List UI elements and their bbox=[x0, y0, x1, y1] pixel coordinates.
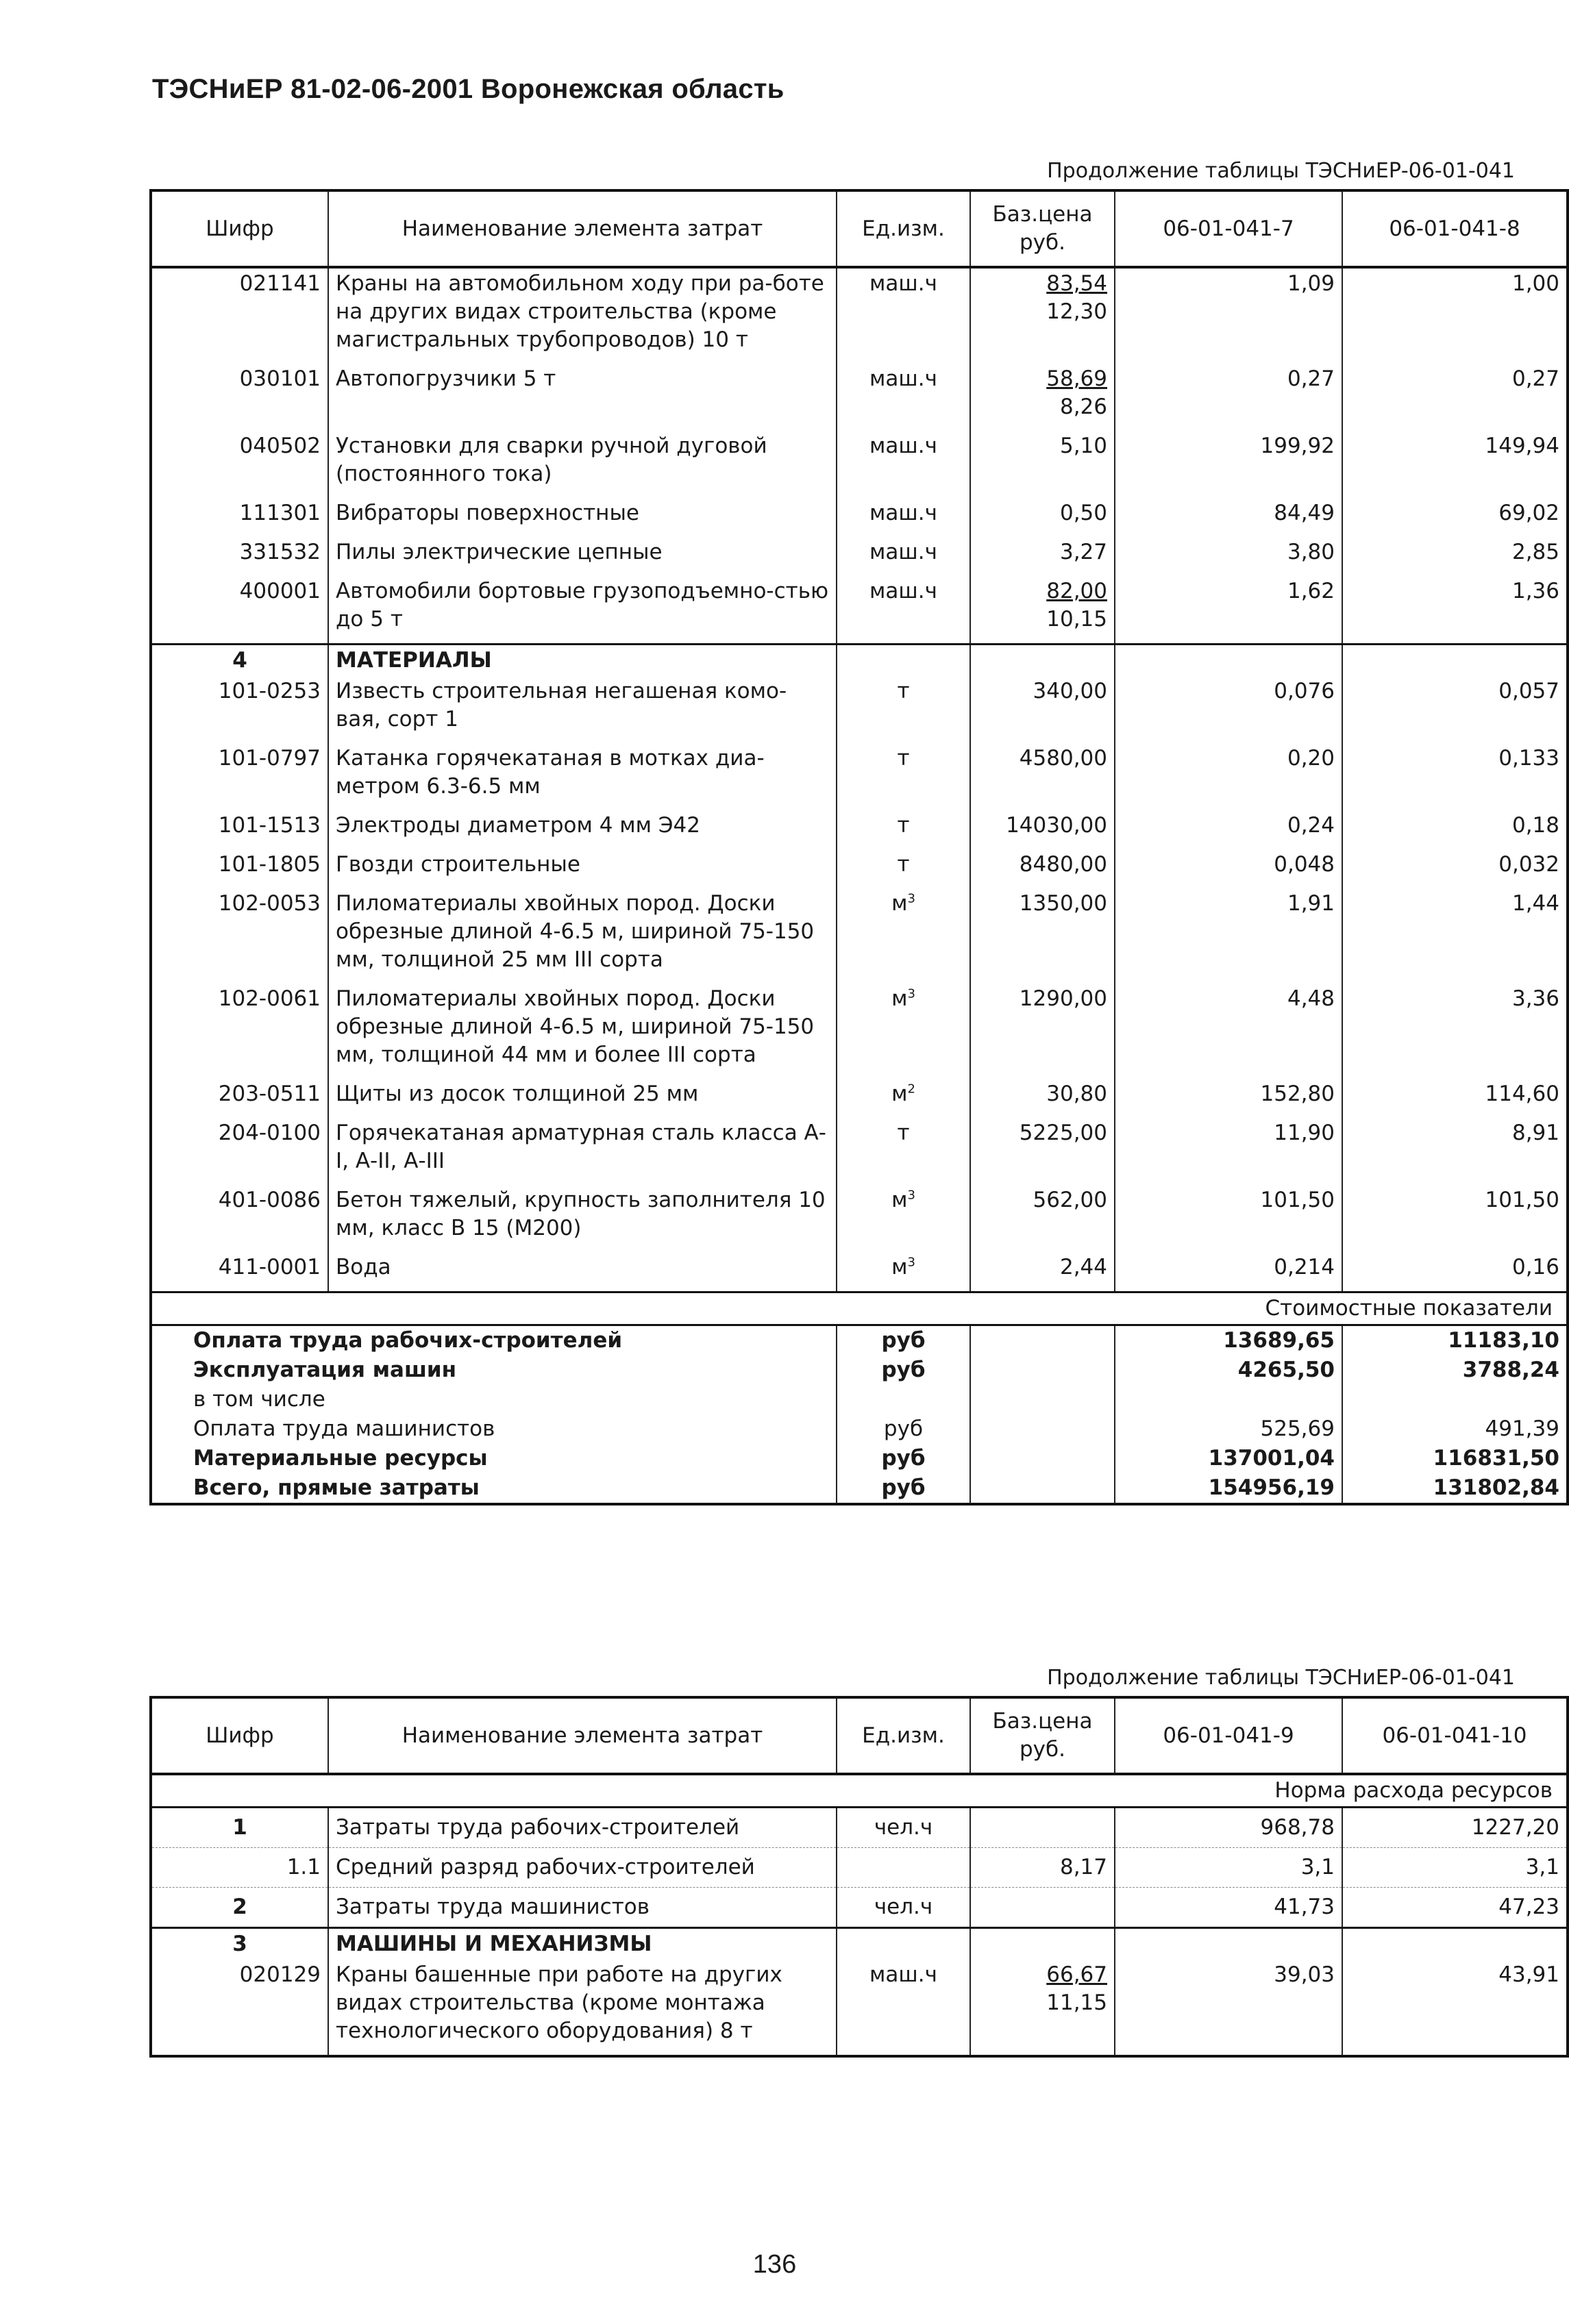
section-title: МАШИНЫ И МЕХАНИЗМЫ bbox=[328, 1928, 837, 1960]
total-unit: руб bbox=[837, 1325, 970, 1356]
table-row bbox=[151, 1960, 1568, 2056]
norm-cell-1: 84,49 bbox=[1115, 498, 1342, 537]
base-price: 3,27 bbox=[1059, 540, 1107, 564]
norm-cell-1: 0,27 bbox=[1115, 364, 1342, 431]
total-norm-2: 11183,10 bbox=[1342, 1325, 1568, 1356]
code-cell: 101-0797 bbox=[151, 743, 328, 810]
unit-label: маш.ч bbox=[869, 579, 937, 603]
price-cell bbox=[970, 364, 1115, 431]
unit-label: т bbox=[897, 852, 910, 877]
base-price: 1350,00 bbox=[1019, 891, 1107, 916]
name-cell: Известь строительная негашеная комо-вая, сорт 1 bbox=[328, 676, 837, 743]
name-cell: Пиломатериалы хвойных пород. Доски обрезные длиной 4-6.5 м, шириной 75-150 мм, толщиной 25 мм III сорта bbox=[328, 888, 837, 984]
unit-cell bbox=[837, 1960, 970, 2056]
code-cell: 102-0053 bbox=[151, 888, 328, 984]
total-row bbox=[151, 1355, 1568, 1385]
unit-cell bbox=[837, 1848, 970, 1888]
base-price: 83,54 bbox=[1046, 271, 1107, 296]
norm-cell-1: 0,24 bbox=[1115, 810, 1342, 849]
unit-label: маш.ч bbox=[869, 501, 937, 525]
code-cell: 102-0061 bbox=[151, 984, 328, 1079]
norm-cell-2: 0,032 bbox=[1498, 852, 1559, 877]
unit-label: чел.ч bbox=[874, 1815, 933, 1840]
price-cell bbox=[970, 576, 1115, 645]
price-cell bbox=[970, 984, 1115, 1079]
total-norm-2: 131802,84 bbox=[1433, 1475, 1559, 1500]
norm-cell-2: 114,60 bbox=[1485, 1082, 1559, 1106]
section-row-materials bbox=[151, 645, 1568, 677]
machines-group bbox=[151, 1960, 1568, 2056]
header-norm-7: 06-01-041-7 bbox=[1115, 190, 1342, 267]
norm-cell-1: 199,92 bbox=[1115, 431, 1342, 498]
norm-cell-1: 1,91 bbox=[1115, 888, 1342, 984]
price-cell bbox=[970, 537, 1115, 576]
document-title: ТЭСНиЕР 81-02-06-2001 Воронежская область bbox=[152, 74, 784, 104]
base-price: 0,50 bbox=[1059, 501, 1107, 525]
name-cell: Средний разряд рабочих-строителей bbox=[328, 1848, 837, 1888]
code-cell: 1.1 bbox=[151, 1848, 328, 1888]
norm-cell-1: 968,78 bbox=[1115, 1808, 1342, 1848]
norm-cell-1: 3,80 bbox=[1115, 537, 1342, 576]
total-row bbox=[151, 1385, 1568, 1414]
total-norm-2: 116831,50 bbox=[1433, 1446, 1559, 1471]
page-number: 136 bbox=[752, 2250, 797, 2279]
norm-cell-2: 43,91 bbox=[1498, 1962, 1559, 1987]
code-cell: 020129 bbox=[151, 1960, 328, 2056]
name-cell: Затраты труда машинистов bbox=[328, 1888, 837, 1928]
unit-label: т bbox=[897, 1121, 910, 1145]
unit-cell bbox=[837, 1252, 970, 1292]
base-price: 82,00 bbox=[1046, 579, 1107, 603]
header-name: Наименование элемента затрат bbox=[328, 190, 837, 267]
name-cell: Бетон тяжелый, крупность заполнителя 10 мм, класс В 15 (М200) bbox=[328, 1185, 837, 1252]
price-cell bbox=[970, 810, 1115, 849]
unit-cell bbox=[837, 498, 970, 537]
price-cell bbox=[970, 1888, 1115, 1928]
table-row bbox=[151, 676, 1568, 743]
unit-exponent: 2 bbox=[907, 1082, 915, 1097]
header-norm-10: 06-01-041-10 bbox=[1342, 1697, 1568, 1774]
code-cell: 401-0086 bbox=[151, 1185, 328, 1252]
unit-exponent: 3 bbox=[907, 891, 915, 906]
base-price: 14030,00 bbox=[1006, 813, 1107, 838]
unit-cell bbox=[837, 1808, 970, 1848]
table-row bbox=[151, 537, 1568, 576]
total-unit: руб bbox=[837, 1355, 970, 1385]
total-norm-1: 4265,50 bbox=[1115, 1355, 1342, 1385]
norm-cell-2: 47,23 bbox=[1342, 1888, 1568, 1928]
table-header-row bbox=[151, 190, 1568, 267]
price-cell bbox=[970, 431, 1115, 498]
norm-cell-2: 3,36 bbox=[1511, 986, 1559, 1011]
header-name: Наименование элемента затрат bbox=[328, 1697, 837, 1774]
name-cell: Катанка горячекатаная в мотках диа-метром 6.3-6.5 мм bbox=[328, 743, 837, 810]
header-unit: Ед.изм. bbox=[837, 190, 970, 267]
table-row bbox=[151, 576, 1568, 645]
name-cell: Пиломатериалы хвойных пород. Доски обрезные длиной 4-6.5 м, шириной 75-150 мм, толщиной 44 мм и более III сорта bbox=[328, 984, 837, 1079]
totals-group bbox=[151, 1325, 1568, 1505]
total-row bbox=[151, 1414, 1568, 1444]
unit-label: т bbox=[897, 813, 910, 838]
base-price: 2,44 bbox=[1059, 1255, 1107, 1279]
code-cell: 101-0253 bbox=[151, 676, 328, 743]
norm-cell-1: 0,214 bbox=[1115, 1252, 1342, 1292]
base-price: 8480,00 bbox=[1019, 852, 1107, 877]
name-cell: Вибраторы поверхностные bbox=[328, 498, 837, 537]
price-cell bbox=[970, 267, 1115, 364]
resource-table-1 bbox=[149, 189, 1569, 1505]
section-title: МАТЕРИАЛЫ bbox=[328, 645, 837, 677]
code-cell: 400001 bbox=[151, 576, 328, 645]
total-norm-1: 13689,65 bbox=[1115, 1325, 1342, 1356]
norm-cell-1: 39,03 bbox=[1115, 1960, 1342, 2056]
unit-label: чел.ч bbox=[874, 1895, 933, 1919]
norm-cell-1: 0,20 bbox=[1115, 743, 1342, 810]
base-price: 66,67 bbox=[1046, 1962, 1107, 1987]
unit-label: маш.ч bbox=[869, 540, 937, 564]
table-row bbox=[151, 498, 1568, 537]
price-cell bbox=[970, 498, 1115, 537]
norm-cell-2: 69,02 bbox=[1498, 501, 1559, 525]
norm-cell-2: 0,18 bbox=[1511, 813, 1559, 838]
unit-cell bbox=[837, 984, 970, 1079]
table-row bbox=[151, 267, 1568, 364]
base-price: 30,80 bbox=[1046, 1082, 1107, 1106]
table-row bbox=[151, 888, 1568, 984]
machines-section bbox=[151, 1928, 1568, 1960]
unit-label: маш.ч bbox=[869, 434, 937, 458]
machines-group bbox=[151, 267, 1568, 645]
total-unit: руб bbox=[837, 1444, 970, 1473]
header-norm-8: 06-01-041-8 bbox=[1342, 190, 1568, 267]
name-cell: Вода bbox=[328, 1252, 837, 1292]
resource-table-2 bbox=[149, 1696, 1569, 2058]
base-price: 58,69 bbox=[1046, 366, 1107, 391]
base-price: 562,00 bbox=[1033, 1188, 1107, 1212]
total-unit: руб bbox=[837, 1473, 970, 1504]
norm-cell-2: 0,16 bbox=[1511, 1255, 1559, 1279]
base-price: 4580,00 bbox=[1019, 746, 1107, 771]
header-price: Баз.цена руб. bbox=[970, 190, 1115, 267]
name-cell: Краны на автомобильном ходу при ра-боте на других видах строительства (кроме магистральных трубопроводов) 10 т bbox=[328, 267, 837, 364]
unit-cell bbox=[837, 1118, 970, 1185]
price-cell bbox=[970, 849, 1115, 888]
name-cell: Пилы электрические цепные bbox=[328, 537, 837, 576]
name-cell: Гвозди строительные bbox=[328, 849, 837, 888]
price-cell bbox=[970, 1252, 1115, 1292]
unit-cell bbox=[837, 849, 970, 888]
table-row bbox=[151, 431, 1568, 498]
total-norm-2 bbox=[1342, 1385, 1568, 1414]
code-cell: 021141 bbox=[151, 267, 328, 364]
norm-cell-2: 1,36 bbox=[1511, 579, 1559, 603]
total-label: Всего, прямые затраты bbox=[151, 1473, 837, 1504]
total-label: Эксплуатация машин bbox=[151, 1355, 837, 1385]
total-price bbox=[970, 1385, 1115, 1414]
table-row bbox=[151, 743, 1568, 810]
table2-caption: Продолжение таблицы ТЭСНиЕР-06-01-041 bbox=[1047, 1666, 1515, 1690]
norm-cell-2: 1,44 bbox=[1511, 891, 1559, 916]
total-price bbox=[970, 1414, 1115, 1444]
total-label: Оплата труда машинистов bbox=[151, 1414, 837, 1444]
unit-exponent: 3 bbox=[907, 1255, 915, 1270]
operator-wage-price: 8,26 bbox=[1059, 395, 1107, 419]
base-price: 1290,00 bbox=[1019, 986, 1107, 1011]
unit-cell bbox=[837, 431, 970, 498]
section-code: 3 bbox=[151, 1928, 328, 1960]
norm-cell-1: 1,09 bbox=[1115, 267, 1342, 364]
unit-cell bbox=[837, 1079, 970, 1118]
cost-section bbox=[151, 1292, 1568, 1325]
base-price: 8,17 bbox=[1059, 1855, 1107, 1879]
norm-band-label: Норма расхода ресурсов bbox=[1274, 1778, 1553, 1803]
price-cell bbox=[970, 743, 1115, 810]
code-cell: 331532 bbox=[151, 537, 328, 576]
unit-label: маш.ч bbox=[869, 271, 937, 296]
code-cell: 2 bbox=[151, 1888, 328, 1928]
total-row bbox=[151, 1473, 1568, 1504]
total-label: Материальные ресурсы bbox=[151, 1444, 837, 1473]
name-cell: Автопогрузчики 5 т bbox=[328, 364, 837, 431]
section-code: 4 bbox=[151, 645, 328, 677]
materials-group bbox=[151, 676, 1568, 1292]
norm-band-row bbox=[151, 1774, 1568, 1808]
operator-wage-price: 11,15 bbox=[1046, 1990, 1107, 2015]
cost-band-label: Стоимостные показатели bbox=[151, 1292, 1568, 1325]
total-row bbox=[151, 1325, 1568, 1356]
norm-cell-1: 11,90 bbox=[1115, 1118, 1342, 1185]
norm-cell-2: 0,133 bbox=[1498, 746, 1559, 771]
unit-label: маш.ч bbox=[869, 366, 937, 391]
table-row bbox=[151, 1888, 1568, 1928]
header-price: Баз.цена руб. bbox=[970, 1697, 1115, 1774]
total-row bbox=[151, 1444, 1568, 1473]
unit-label: м bbox=[891, 1188, 908, 1212]
table-row bbox=[151, 1079, 1568, 1118]
table-row bbox=[151, 1252, 1568, 1292]
total-unit: руб bbox=[837, 1414, 970, 1444]
unit-label: м bbox=[891, 891, 908, 916]
code-cell: 1 bbox=[151, 1808, 328, 1848]
table-row bbox=[151, 1808, 1568, 1848]
name-cell: Электроды диаметром 4 мм Э42 bbox=[328, 810, 837, 849]
total-norm-1: 137001,04 bbox=[1115, 1444, 1342, 1473]
total-unit bbox=[837, 1385, 970, 1414]
unit-label: м bbox=[891, 1082, 908, 1106]
norm-section bbox=[151, 1774, 1568, 1808]
unit-cell bbox=[837, 267, 970, 364]
total-norm-1 bbox=[1115, 1385, 1342, 1414]
table-header-row bbox=[151, 1697, 1568, 1774]
unit-cell bbox=[837, 1888, 970, 1928]
header-unit: Ед.изм. bbox=[837, 1697, 970, 1774]
norm-cell-2: 2,85 bbox=[1511, 540, 1559, 564]
total-label: в том числе bbox=[151, 1385, 837, 1414]
unit-exponent: 3 bbox=[907, 1188, 915, 1203]
unit-cell bbox=[837, 810, 970, 849]
code-cell: 411-0001 bbox=[151, 1252, 328, 1292]
total-norm-2: 3788,24 bbox=[1462, 1358, 1559, 1382]
name-cell: Установки для сварки ручной дуговой (постоянного тока) bbox=[328, 431, 837, 498]
norm-cell-1: 4,48 bbox=[1115, 984, 1342, 1079]
name-cell: Затраты труда рабочих-строителей bbox=[328, 1808, 837, 1848]
table-row bbox=[151, 984, 1568, 1079]
header-code: Шифр bbox=[151, 190, 328, 267]
cost-band-row bbox=[151, 1292, 1568, 1325]
norm-cell-1: 1,62 bbox=[1115, 576, 1342, 645]
norm-cell-2: 1,00 bbox=[1511, 271, 1559, 296]
code-cell: 101-1805 bbox=[151, 849, 328, 888]
norm-cell-1: 0,048 bbox=[1115, 849, 1342, 888]
norm-cell-2: 149,94 bbox=[1485, 434, 1559, 458]
unit-cell bbox=[837, 537, 970, 576]
table-row bbox=[151, 1118, 1568, 1185]
name-cell: Краны башенные при работе на других видах строительства (кроме монтажа технологического оборудования) 8 т bbox=[328, 1960, 837, 2056]
unit-label: т bbox=[897, 746, 910, 771]
materials-section bbox=[151, 645, 1568, 677]
section-row-machines bbox=[151, 1928, 1568, 1960]
norm-cell-2: 1227,20 bbox=[1342, 1808, 1568, 1848]
name-cell: Горячекатаная арматурная сталь класса А-I, А-II, А-III bbox=[328, 1118, 837, 1185]
price-cell bbox=[970, 1079, 1115, 1118]
total-label: Оплата труда рабочих-строителей bbox=[151, 1325, 837, 1356]
base-price: 5225,00 bbox=[1019, 1121, 1107, 1145]
unit-label: маш.ч bbox=[869, 1962, 937, 1987]
total-norm-1: 154956,19 bbox=[1115, 1473, 1342, 1504]
norm-cell-2: 3,1 bbox=[1342, 1848, 1568, 1888]
price-cell bbox=[970, 1185, 1115, 1252]
header-code: Шифр bbox=[151, 1697, 328, 1774]
unit-cell bbox=[837, 364, 970, 431]
unit-cell bbox=[837, 888, 970, 984]
norm-cell-1: 101,50 bbox=[1115, 1185, 1342, 1252]
norm-cell-1: 152,80 bbox=[1115, 1079, 1342, 1118]
total-price bbox=[970, 1444, 1115, 1473]
code-cell: 203-0511 bbox=[151, 1079, 328, 1118]
operator-wage-price: 12,30 bbox=[1046, 299, 1107, 324]
base-price: 340,00 bbox=[1033, 679, 1107, 703]
table-row bbox=[151, 1185, 1568, 1252]
price-cell bbox=[970, 1848, 1115, 1888]
name-cell: Щиты из досок толщиной 25 мм bbox=[328, 1079, 837, 1118]
norm-cell-2: 101,50 bbox=[1485, 1188, 1559, 1212]
price-cell bbox=[970, 676, 1115, 743]
norm-cell-1: 0,076 bbox=[1115, 676, 1342, 743]
labor-group bbox=[151, 1808, 1568, 1928]
norm-cell-1: 3,1 bbox=[1115, 1848, 1342, 1888]
unit-label: м bbox=[891, 986, 908, 1011]
unit-cell bbox=[837, 676, 970, 743]
table-row bbox=[151, 849, 1568, 888]
table1-caption: Продолжение таблицы ТЭСНиЕР-06-01-041 bbox=[1047, 159, 1515, 183]
name-cell: Автомобили бортовые грузоподъемно-стью до 5 т bbox=[328, 576, 837, 645]
norm-cell-2: 8,91 bbox=[1511, 1121, 1559, 1145]
table-row bbox=[151, 810, 1568, 849]
unit-label: м bbox=[891, 1255, 908, 1279]
operator-wage-price: 10,15 bbox=[1046, 607, 1107, 632]
code-cell: 101-1513 bbox=[151, 810, 328, 849]
unit-exponent: 3 bbox=[907, 986, 915, 1001]
header-norm-9: 06-01-041-9 bbox=[1115, 1697, 1342, 1774]
unit-cell bbox=[837, 743, 970, 810]
code-cell: 111301 bbox=[151, 498, 328, 537]
price-cell bbox=[970, 1118, 1115, 1185]
unit-cell bbox=[837, 1185, 970, 1252]
table-row bbox=[151, 364, 1568, 431]
price-cell bbox=[970, 1960, 1115, 2056]
total-price bbox=[970, 1325, 1115, 1356]
code-cell: 030101 bbox=[151, 364, 328, 431]
total-price bbox=[970, 1473, 1115, 1504]
code-cell: 040502 bbox=[151, 431, 328, 498]
unit-cell bbox=[837, 576, 970, 645]
total-norm-2: 491,39 bbox=[1485, 1416, 1559, 1441]
code-cell: 204-0100 bbox=[151, 1118, 328, 1185]
base-price: 5,10 bbox=[1059, 434, 1107, 458]
norm-cell-2: 0,27 bbox=[1511, 366, 1559, 391]
price-cell bbox=[970, 888, 1115, 984]
table-row bbox=[151, 1848, 1568, 1888]
norm-cell-2: 0,057 bbox=[1498, 679, 1559, 703]
price-cell bbox=[970, 1808, 1115, 1848]
total-norm-1: 525,69 bbox=[1115, 1414, 1342, 1444]
unit-label: т bbox=[897, 679, 910, 703]
norm-cell-1: 41,73 bbox=[1115, 1888, 1342, 1928]
total-price bbox=[970, 1355, 1115, 1385]
